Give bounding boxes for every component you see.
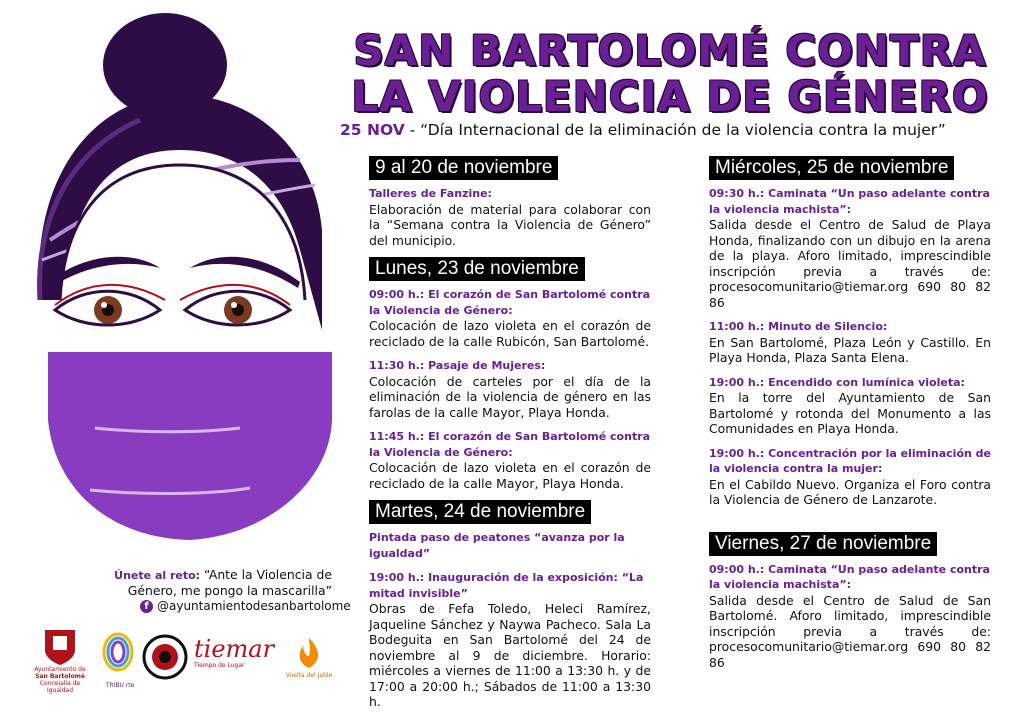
event	[709, 375, 991, 437]
ayuntamiento-line-2: San Bartolomé	[35, 673, 85, 680]
event-title: 09:30 h.: Caminata “Un paso adelante contra la violencia machista”:	[709, 187, 990, 216]
ayuntamiento-line-3: Concejalía de Igualdad	[39, 680, 81, 694]
challenge-label: Únete al reto:	[114, 569, 201, 582]
event	[709, 186, 991, 310]
event-title: 19:00 h.: Inauguración de la exposición: “La mitad invisible”	[369, 571, 644, 600]
event	[369, 530, 651, 561]
event	[369, 570, 651, 710]
event-description: Obras de Fefa Toledo, Heleci Ramírez, Jaqueline Sánchez y Naywa Pacheco. Sala La Bodeguita en San Bartolomé del 24 de noviembre al 9 de diciembre. Horario: miércoles a viernes de 11:00 a 13:30 h. y de 17:00 a 20:00 h.; Sábados de 11:00 a 13:30 h.	[369, 601, 651, 709]
event-description: Salida desde el Centro de Salud de Playa Honda, finalizando con un dibujo en la arena de la playa. Aforo limitado, imprescindible inscripción previa a través de: procesocomunitario@tiemar.org 690 80 82 86	[709, 217, 991, 310]
challenge-text	[92, 567, 332, 598]
circle-logo	[142, 634, 188, 684]
day-heading: Viernes, 27 de noviembre	[709, 532, 937, 556]
rainbow-hand-icon	[98, 630, 138, 678]
event-description: En la torre del Ayuntamiento de San Bartolomé y rotonda del Monumento a las Comunidades en Playa Honda.	[709, 390, 991, 436]
event	[369, 186, 651, 248]
title-line-1: SAN BARTOLOMÉ CONTRA	[353, 26, 987, 75]
event	[709, 319, 991, 366]
facebook-handle	[140, 599, 351, 613]
event-title: Talleres de Fanzine:	[369, 187, 492, 200]
ayuntamiento-line-1: Ayuntamiento de	[34, 666, 86, 673]
event-title: 19:00 h.: Encendido con lumínica violeta:	[709, 375, 965, 389]
ayuntamiento-logo	[30, 628, 90, 694]
tribu-text: TRIBU rte	[105, 682, 135, 689]
schedule-column-1	[369, 156, 651, 719]
event-description: En San Bartolomé, Plaza León y Castillo. En Playa Honda, Plaza Santa Elena.	[709, 334, 991, 365]
facebook-icon: f	[140, 600, 153, 613]
event-title: Pintada paso de peatones “avanza por la igualdad”	[369, 531, 625, 560]
poster-subtitle	[340, 121, 1000, 139]
poster-title	[340, 28, 1000, 120]
event	[709, 562, 991, 671]
event-title: 11:30 h.: Pasaje de Mujeres:	[369, 359, 546, 372]
vuelta-jable-logo	[280, 634, 338, 679]
tribu-logo	[98, 630, 142, 689]
day-heading: Miércoles, 25 de noviembre	[709, 156, 954, 180]
event-description: Salida desde el Centro de Salud de San Bartolomé. Aforo limitado, imprescindible inscripción previa a través de: procesocomunitario@tiemar.org 690 80 82 86	[709, 592, 991, 670]
facebook-handle-text: @ayuntamientodesanbartolome	[157, 599, 351, 613]
vuelta-text: Vuelta del Jable	[285, 672, 333, 679]
event-description: Colocación de carteles por el día de la eliminación de la violencia de género en las farolas de la calle Mayor, Playa Honda.	[369, 373, 651, 420]
coat-of-arms-icon	[43, 628, 77, 666]
tiemar-text: tiemar	[194, 635, 275, 663]
subtitle-text: “Día Internacional de la eliminación de la violencia contra la mujer”	[420, 121, 946, 139]
tiemar-subtext: Tiempo de Lugar	[194, 662, 245, 669]
event	[709, 446, 991, 508]
event-description: Colocación de lazo violeta en el corazón de reciclado de la calle Rubicón, San Bartolomé.	[369, 318, 651, 349]
round-seal-icon	[142, 634, 188, 680]
subtitle-separator: -	[404, 121, 421, 139]
day-heading: Martes, 24 de noviembre	[369, 500, 591, 524]
day-heading: Lunes, 23 de noviembre	[369, 257, 585, 281]
event-description: En el Cabildo Nuevo. Organiza el Foro contra la Violencia de Género de Lanzarote.	[709, 476, 991, 507]
event	[369, 429, 651, 491]
tiemar-logo	[194, 636, 274, 669]
day-heading: 9 al 20 de noviembre	[369, 156, 558, 180]
event-description: Elaboración de material para colaborar con la “Semana contra la Violencia de Género” del municipio.	[369, 201, 651, 248]
event	[369, 358, 651, 420]
event-description: Colocación de lazo violeta en el corazón de reciclado de la calle Mayor, Playa Honda.	[369, 460, 651, 491]
schedule-column-2	[709, 156, 991, 679]
event-title: 09:00 h.: Caminata “Un paso adelante contra la violencia machista”:	[709, 562, 990, 591]
event-title: 11:00 h.: Minuto de Silencio:	[709, 320, 888, 333]
event	[369, 287, 651, 349]
sponsor-logos	[30, 628, 340, 698]
title-line-2: LA VIOLENCIA DE GÉNERO	[351, 72, 989, 121]
woman-mask-illustration	[0, 0, 340, 560]
subtitle-date: 25 NOV	[340, 121, 405, 139]
challenge-quote: “Ante la Violencia de Género, me pongo la mascarilla”	[127, 567, 332, 598]
event-title: 19:00 h.: Concentración por la eliminación de la violencia contra la mujer:	[709, 446, 992, 475]
event-title: 09:00 h.: El corazón de San Bartolomé contra la Violencia de Género:	[369, 288, 651, 317]
event-title: 11:45 h.: El corazón de San Bartolomé contra la Violencia de Género:	[369, 430, 651, 459]
flame-icon	[289, 634, 329, 672]
